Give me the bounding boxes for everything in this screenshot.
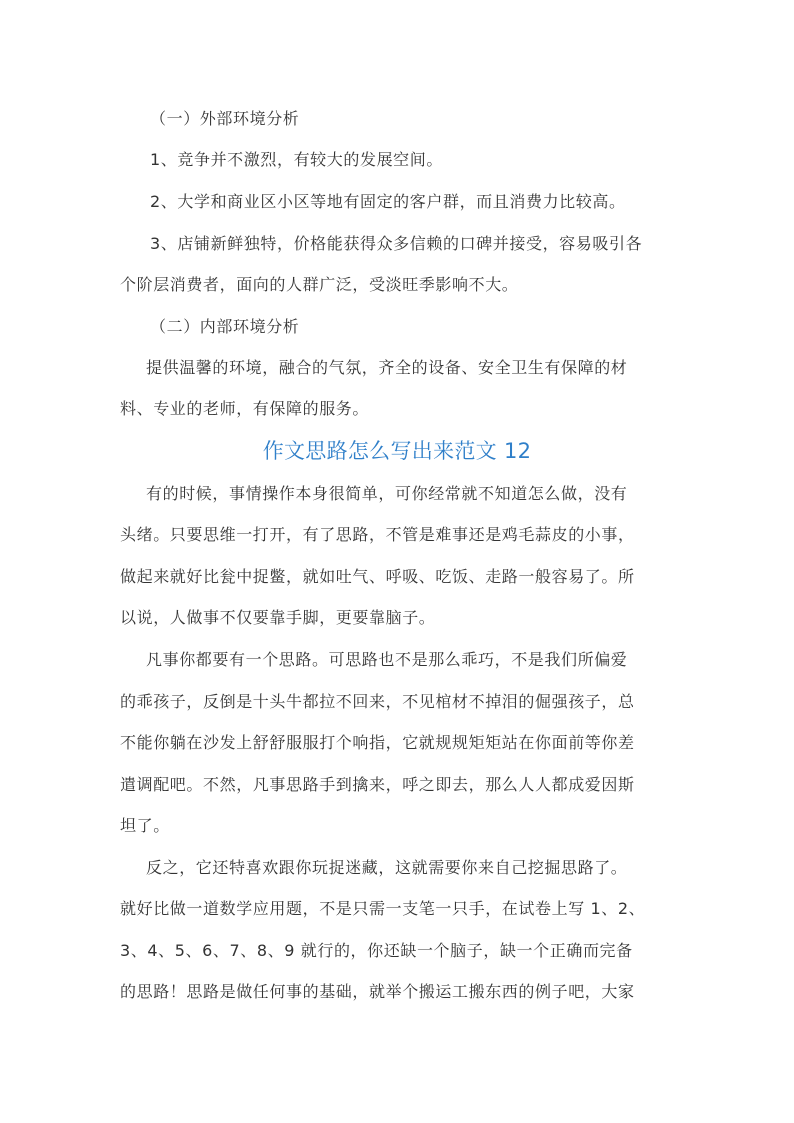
paragraph-line: 反之，它还特喜欢跟你玩捉迷藏，这就需要你来自己挖掘思路了。 bbox=[146, 858, 628, 877]
list-item-continuation: 个阶层消费者，面向的人群广泛，受淡旺季影响不大。 bbox=[120, 275, 519, 294]
list-item: 1、竞争并不激烈，有较大的发展空间。 bbox=[150, 150, 443, 169]
paragraph-line: 以说，人做事不仅要靠手脚，更要靠脑子。 bbox=[120, 608, 436, 627]
paragraph-line: 的思路！思路是做任何事的基础，就举个搬运工搬东西的例子吧，大家 bbox=[120, 982, 635, 1001]
paragraph-line: 有的时候，事情操作本身很简单，可你经常就不知道怎么做，没有 bbox=[146, 484, 628, 503]
paragraph-line: 凡事你都要有一个思路。可思路也不是那么乖巧，不是我们所偏爱 bbox=[146, 650, 628, 669]
paragraph-line: 3、4、5、6、7、8、9 就行的，你还缺一个脑子，缺一个正确而完备 bbox=[120, 941, 633, 960]
paragraph-line: 坦了。 bbox=[120, 816, 170, 835]
paragraph-line: 料、专业的老师，有保障的服务。 bbox=[120, 399, 370, 418]
paragraph-line: 就好比做一道数学应用题，不是只需一支笔一只手，在试卷上写 1、2、 bbox=[120, 899, 646, 918]
paragraph-line: 提供温馨的环境，融合的气氛，齐全的设备、安全卫生有保障的材 bbox=[146, 358, 628, 377]
paragraph-line: 头绪。只要思维一打开，有了思路，不管是难事还是鸡毛蒜皮的小事， bbox=[120, 525, 635, 544]
paragraph-line: 遣调配吧。不然，凡事思路手到擒来，呼之即去，那么人人都成爱因斯 bbox=[120, 775, 635, 794]
list-item: 2、大学和商业区小区等地有固定的客户群，而且消费力比较高。 bbox=[150, 192, 626, 211]
list-item: 3、店铺新鲜独特，价格能获得众多信赖的口碑并接受，容易吸引各 bbox=[150, 234, 643, 253]
paragraph-line: 的乖孩子，反倒是十头牛都拉不回来，不见棺材不掉泪的倔强孩子，总 bbox=[120, 692, 635, 711]
subheading-internal-analysis: （二）内部环境分析 bbox=[150, 317, 300, 336]
paragraph-line: 做起来就好比瓮中捉鳖，就如吐气、呼吸、吃饭、走路一般容易了。所 bbox=[120, 567, 635, 586]
paragraph-line: 不能你躺在沙发上舒舒服服打个响指，它就规规矩矩站在你面前等你差 bbox=[120, 733, 635, 752]
section-heading: 作文思路怎么写出来范文 12 bbox=[262, 439, 532, 463]
subheading-external-analysis: （一）外部环境分析 bbox=[150, 109, 300, 128]
